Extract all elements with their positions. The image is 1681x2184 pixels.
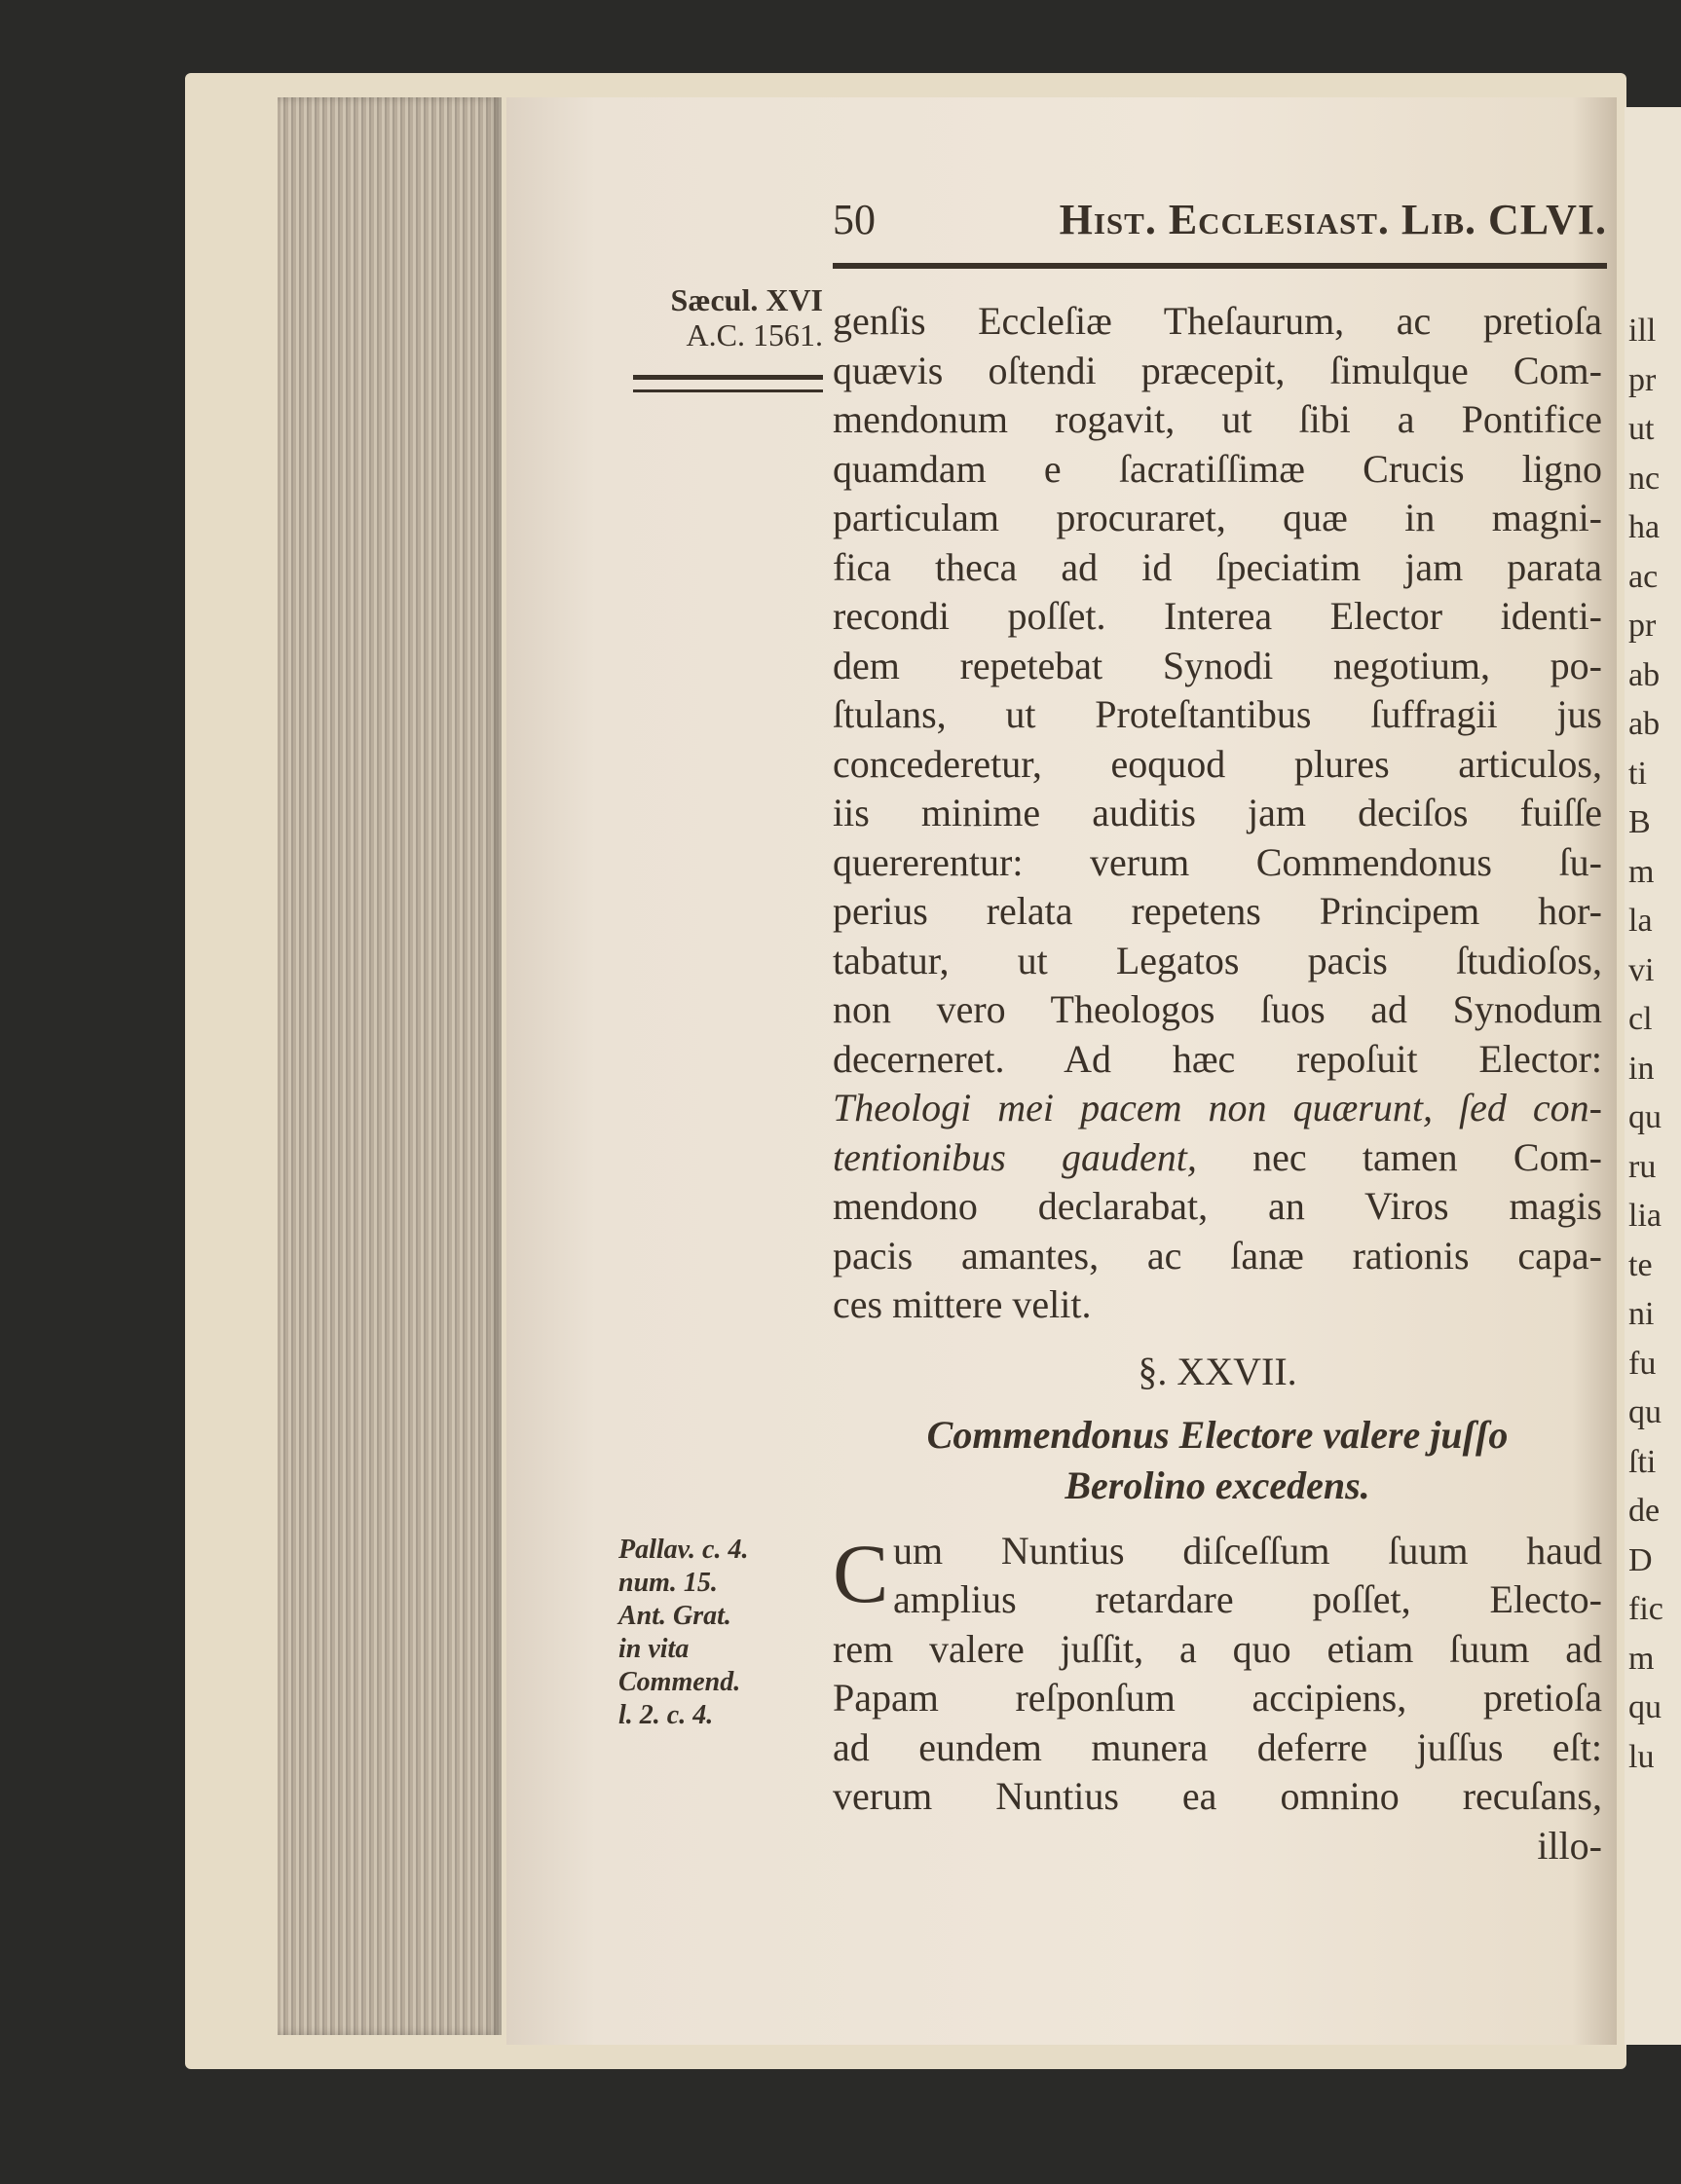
text-line: illo- xyxy=(1537,1823,1602,1868)
main-text xyxy=(833,297,1602,1870)
text-line: fica theca ad id ſpeciatim jam parata xyxy=(833,544,1602,589)
text-line: ces mittere velit. xyxy=(833,1282,1092,1326)
facing-page xyxy=(1625,107,1681,2045)
text-line: genſis Eccleſiæ Theſaurum, ac pretioſa xyxy=(833,299,1602,343)
text-line: quererentur: verum Commendonus ſu- xyxy=(833,839,1602,884)
section-number: §. XXVII. xyxy=(1138,1349,1297,1393)
text-line: decerneret. Ad hæc repoſuit Elector: xyxy=(833,1036,1602,1081)
drop-cap-paragraph xyxy=(833,1527,1602,1625)
marginal-reference: in vita xyxy=(618,1634,690,1664)
text-line: amplius retardare poſſet, Electo- xyxy=(893,1577,1602,1621)
text-line: quamdam e ſacratiſſimæ Crucis ligno xyxy=(833,446,1602,491)
text-line: pacis amantes, ac ſanæ rationis capa- xyxy=(833,1233,1602,1277)
italic-quote-line: Theologi mei pacem non quærunt, ſed con- xyxy=(833,1086,1602,1129)
marginal-rule xyxy=(633,375,823,380)
text-line: mendonum rogavit, ut ſibi a Pontifice xyxy=(833,397,1602,441)
text-line: Papam reſponſum accipiens, pretioſa xyxy=(833,1676,1602,1720)
marginal-reference: Pallav. c. 4. xyxy=(618,1535,749,1565)
section-title: Commendonus Electore valere juſſo xyxy=(926,1412,1509,1457)
marginal-century: Sæcul. XVI xyxy=(670,282,823,317)
marginal-note-date xyxy=(623,282,823,352)
text-line: mendono declarabat, an Viros magis xyxy=(833,1184,1602,1228)
text-line: rem valere juſſit, a quo etiam ſuum ad xyxy=(833,1626,1602,1671)
marginal-reference: Commend. xyxy=(618,1667,741,1697)
marginal-reference: Ant. Grat. xyxy=(618,1601,731,1631)
marginal-year: A.C. 1561. xyxy=(686,317,823,352)
drop-cap-lines xyxy=(893,1527,1602,1625)
facing-page-text: ill pr ut nc ha ac pr ab ab ti B m la vi cl in qu ru lia te ni fu qu ſti de D fic m qu lu xyxy=(1628,313,1663,1775)
page-number: 50 xyxy=(833,196,876,243)
marginal-reference: num. 15. xyxy=(618,1568,718,1598)
text-line: recondi poſſet. Interea Elector identi- xyxy=(833,594,1602,638)
marginal-reference: l. 2. c. 4. xyxy=(618,1700,714,1730)
text-line: ſtulans, ut Proteſtantibus ſuffragii jus xyxy=(833,692,1602,736)
text-line: dem repetebat Synodi negotium, po- xyxy=(833,643,1602,687)
header-rule xyxy=(833,263,1607,269)
text-line: quævis oſtendi præcepit, ſimulque Com- xyxy=(833,348,1602,392)
text-line: perius relata repetens Principem hor- xyxy=(833,889,1602,933)
running-header xyxy=(833,195,1607,244)
marginal-note-sources xyxy=(618,1534,813,1732)
section-title: Berolino excedens. xyxy=(1065,1462,1370,1507)
italic-quote-line: tentionibus gaudent, xyxy=(833,1134,1197,1179)
drop-cap: C xyxy=(833,1526,889,1620)
running-title: Hist. Ecclesiast. Lib. CLVI. xyxy=(1059,196,1607,243)
text-line: um Nuntius diſceſſum ſuum haud xyxy=(893,1528,1602,1573)
text-fragment: nec tamen Com- xyxy=(1196,1134,1602,1179)
text-line: verum Nuntius ea omnino recuſans, xyxy=(833,1774,1602,1818)
marginal-rule xyxy=(633,389,823,392)
text-line: iis minime auditis jam deciſos fuiſſe xyxy=(833,791,1602,834)
text-line: particulam procuraret, quæ in magni- xyxy=(833,496,1602,539)
text-line: ad eundem munera deferre juſſus eſt: xyxy=(833,1724,1602,1769)
text-line xyxy=(833,1133,1602,1183)
text-line: concederetur, eoquod plures articulos, xyxy=(833,741,1602,786)
text-line: non vero Theologos ſuos ad Synodum xyxy=(833,987,1602,1031)
page-edges xyxy=(278,97,502,2035)
text-line: tabatur, ut Legatos pacis ſtudioſos, xyxy=(833,938,1602,982)
